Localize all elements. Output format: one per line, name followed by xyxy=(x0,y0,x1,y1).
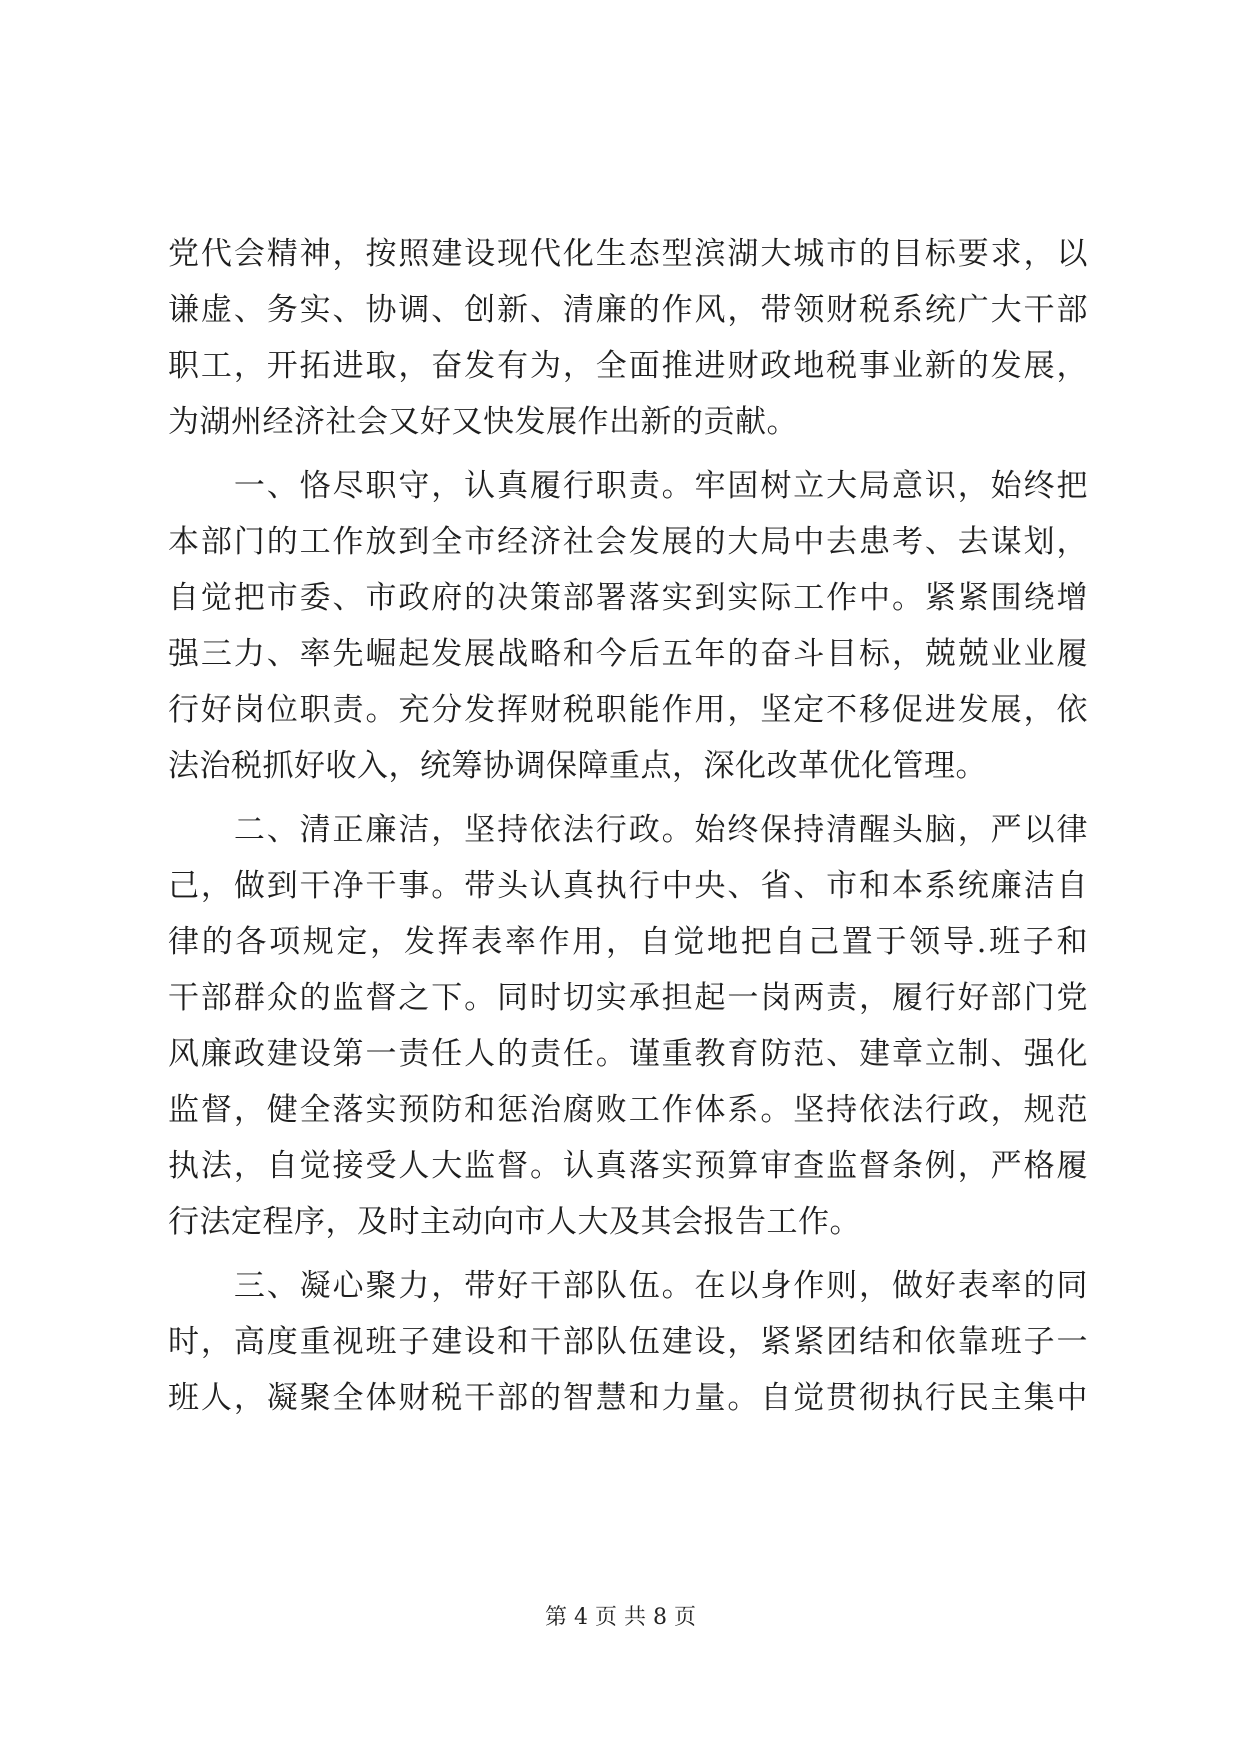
paragraph-heading-line: 一、恪尽职守，认真履行职责。牢固树立大局意识，始终把 xyxy=(168,468,1088,504)
text-line: 法治税抓好收入，统筹协调保障重点，深化改革优化管理。 xyxy=(168,748,987,784)
text-line: 班人，凝聚全体财税干部的智慧和力量。自觉贯彻执行民主集中 xyxy=(168,1380,1088,1416)
text-line: 执法，自觉接受人大监督。认真落实预算审查监督条例，严格履 xyxy=(168,1148,1088,1184)
text-line: 监督，健全落实预防和惩治腐败工作体系。坚持依法行政，规范 xyxy=(168,1092,1088,1128)
paragraph-heading-line: 二、清正廉洁，坚持依法行政。始终保持清醒头脑，严以律 xyxy=(168,812,1088,848)
text-line: 风廉政建设第一责任人的责任。谨重教育防范、建章立制、强化 xyxy=(168,1036,1088,1072)
text-line: 己，做到干净干事。带头认真执行中央、省、市和本系统廉洁自 xyxy=(168,868,1088,904)
text-line: 行好岗位职责。充分发挥财税职能作用，坚定不移促进发展，依 xyxy=(168,692,1088,728)
text-line: 谦虚、务实、协调、创新、清廉的作风，带领财税系统广大干部 xyxy=(168,292,1088,328)
page-number-footer: 第 4 页 共 8 页 xyxy=(545,1605,696,1630)
text-line: 本部门的工作放到全市经济社会发展的大局中去患考、去谋划， xyxy=(168,524,1088,560)
text-line: 律的各项规定，发挥表率作用，自觉地把自己置于领导.班子和 xyxy=(168,924,1088,960)
text-line: 党代会精神，按照建设现代化生态型滨湖大城市的目标要求，以 xyxy=(168,236,1088,272)
text-line: 时，高度重视班子建设和干部队伍建设，紧紧团结和依靠班子一 xyxy=(168,1324,1088,1360)
text-line: 强三力、率先崛起发展战略和今后五年的奋斗目标，兢兢业业履 xyxy=(168,636,1088,672)
body-text xyxy=(168,226,1088,1426)
text-line: 干部群众的监督之下。同时切实承担起一岗两责，履行好部门党 xyxy=(168,980,1088,1016)
text-line: 行法定程序，及时主动向市人大及其会报告工作。 xyxy=(168,1204,861,1240)
text-line: 自觉把市委、市政府的决策部署落实到实际工作中。紧紧围绕增 xyxy=(168,580,1088,616)
text-line: 为湖州经济社会又好又快发展作出新的贡献。 xyxy=(168,404,798,440)
paragraph-heading-line: 三、凝心聚力，带好干部队伍。在以身作则，做好表率的同 xyxy=(168,1268,1088,1304)
text-line: 职工，开拓进取，奋发有为，全面推进财政地税事业新的发展， xyxy=(168,348,1088,384)
